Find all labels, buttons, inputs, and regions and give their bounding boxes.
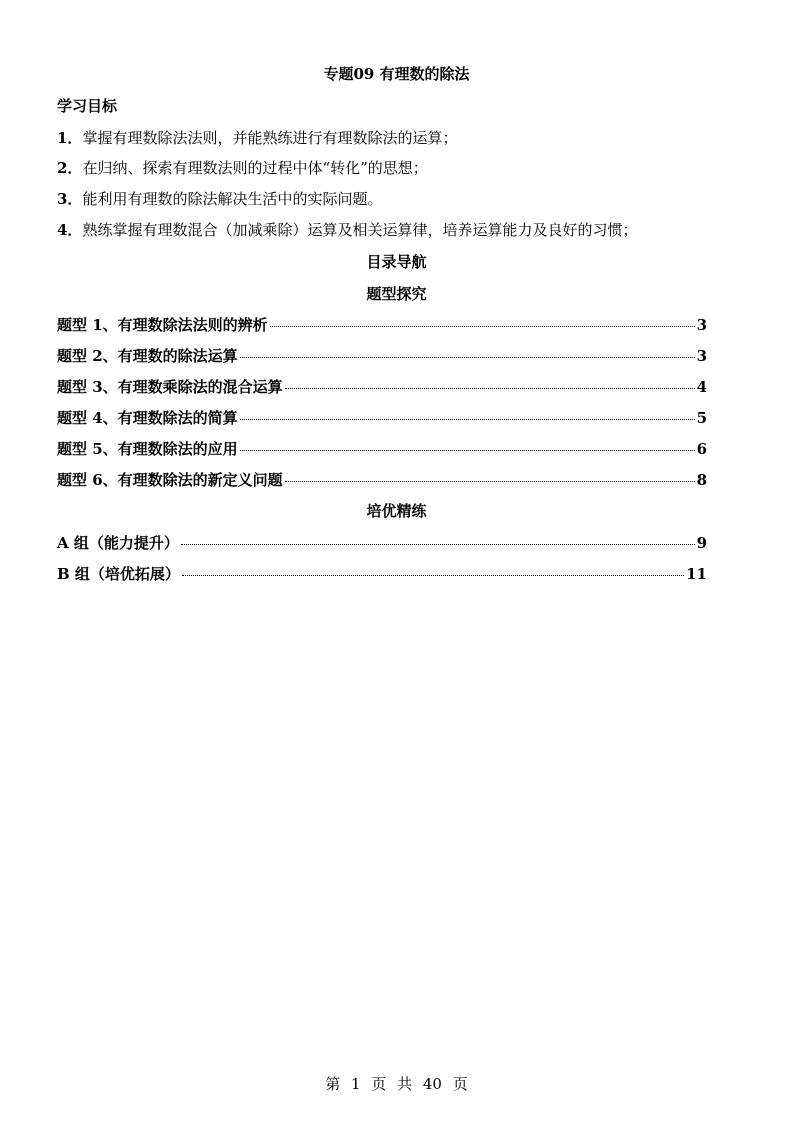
goal-text: 熟练掌握有理数混合（加减乘除）运算及相关运算律，培养运算能力及良好的习惯； bbox=[82, 221, 638, 239]
toc-section-heading: 题型探究 bbox=[366, 285, 427, 303]
toc-entry[interactable] bbox=[57, 469, 707, 490]
toc-dot-leader bbox=[240, 450, 695, 451]
toc-dot-leader bbox=[285, 481, 695, 482]
goal-text: 在归纳、探索有理数法则的过程中体“转化”的思想； bbox=[82, 159, 428, 177]
goal-number: 1． bbox=[57, 129, 83, 147]
toc-entry[interactable] bbox=[57, 345, 707, 366]
toc-entry-page: 6 bbox=[696, 440, 707, 458]
toc-entry-label: 题型 1、有理数除法法则的辨析 bbox=[57, 316, 268, 334]
toc-dot-leader bbox=[270, 326, 695, 327]
toc-entry-label: 题型 3、有理数乘除法的混合运算 bbox=[57, 378, 283, 396]
toc-entry[interactable] bbox=[57, 314, 707, 335]
page-footer: 第 1 页 共 40 页 bbox=[325, 1075, 468, 1093]
toc-heading: 目录导航 bbox=[366, 253, 427, 271]
toc-entry-page: 8 bbox=[696, 471, 707, 489]
toc-entry-page: 3 bbox=[696, 347, 707, 365]
toc-entry-page: 4 bbox=[696, 378, 707, 396]
goal-item bbox=[57, 157, 428, 178]
goal-number: 3． bbox=[57, 190, 83, 208]
goal-number: 4． bbox=[57, 221, 83, 239]
goal-item bbox=[57, 127, 457, 148]
toc-dot-leader bbox=[182, 575, 684, 576]
toc-dot-leader bbox=[240, 419, 695, 420]
toc-entry[interactable] bbox=[57, 376, 707, 397]
toc-entry-label: A 组（能力提升） bbox=[57, 534, 179, 552]
toc-entry-page: 9 bbox=[696, 534, 707, 552]
goal-number: 2． bbox=[57, 159, 83, 177]
toc-section-heading: 培优精练 bbox=[366, 502, 427, 520]
goal-item bbox=[57, 219, 637, 240]
toc-entry-page: 11 bbox=[686, 565, 707, 583]
toc-entry-label: 题型 6、有理数除法的新定义问题 bbox=[57, 471, 283, 489]
toc-entry[interactable] bbox=[57, 438, 707, 459]
toc-entry-label: B 组（培优拓展） bbox=[57, 565, 180, 583]
toc-entry[interactable] bbox=[57, 407, 707, 428]
goal-text: 能利用有理数的除法解决生活中的实际问题。 bbox=[82, 190, 383, 208]
goals-heading: 学习目标 bbox=[57, 97, 118, 115]
toc-entry[interactable] bbox=[57, 563, 707, 584]
page-title: 专题09 有理数的除法 bbox=[323, 65, 470, 83]
goal-item bbox=[57, 188, 382, 209]
toc-entry-label: 题型 2、有理数的除法运算 bbox=[57, 347, 238, 365]
goal-text: 掌握有理数除法法则，并能熟练进行有理数除法的运算； bbox=[82, 129, 458, 147]
toc-dot-leader bbox=[285, 388, 695, 389]
toc-dot-leader bbox=[181, 544, 695, 545]
toc-entry[interactable] bbox=[57, 532, 707, 553]
toc-dot-leader bbox=[240, 357, 695, 358]
toc-entry-page: 5 bbox=[696, 409, 707, 427]
toc-entry-page: 3 bbox=[696, 316, 707, 334]
toc-entry-label: 题型 5、有理数除法的应用 bbox=[57, 440, 238, 458]
toc-entry-label: 题型 4、有理数除法的简算 bbox=[57, 409, 238, 427]
